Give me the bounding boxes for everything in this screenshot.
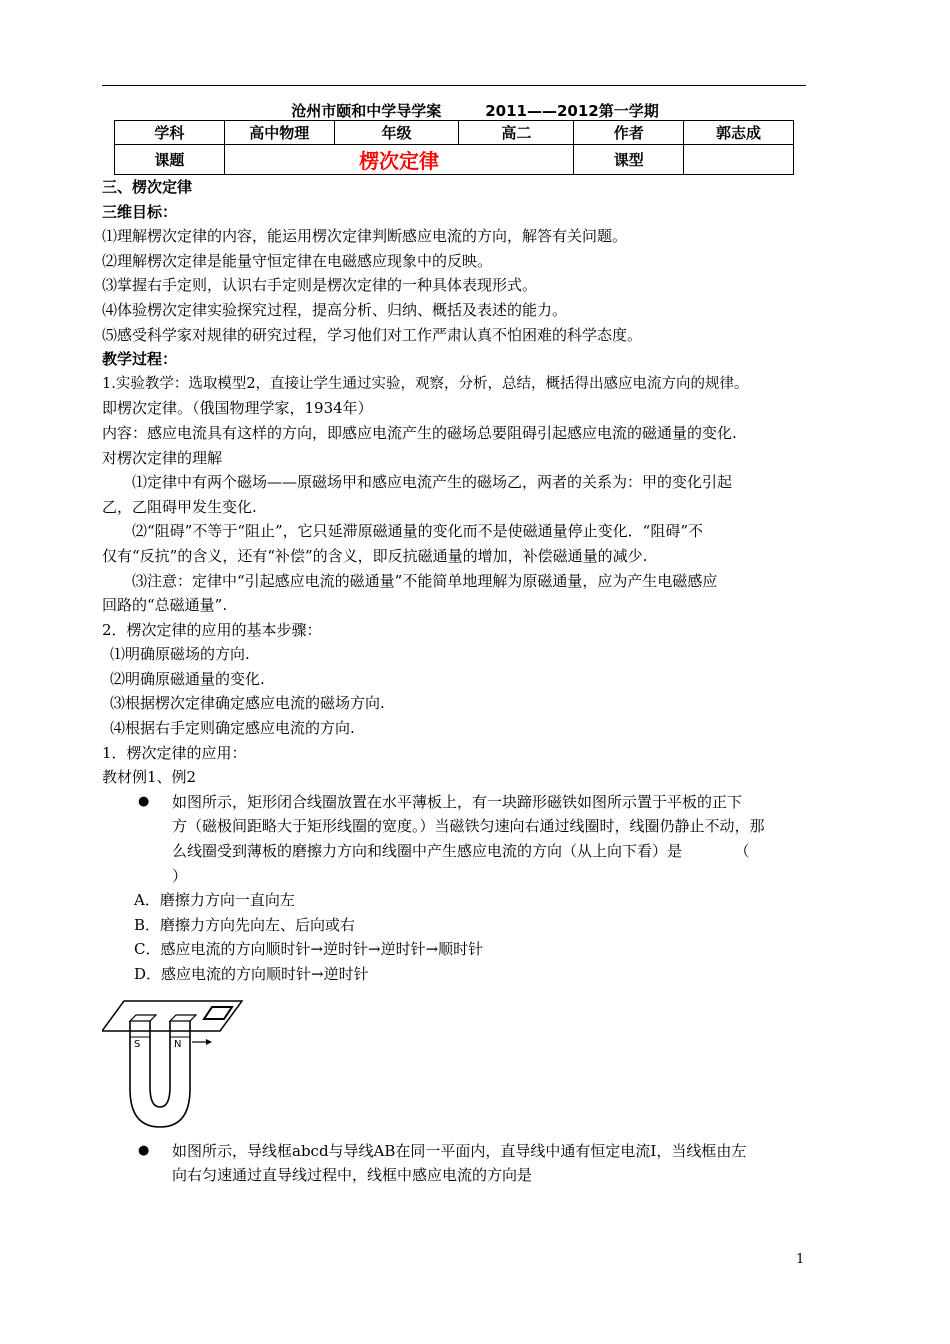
question-1	[102, 790, 810, 888]
examples-label: 教材例1、例2	[102, 768, 197, 787]
option-d: D．感应电流的方向顺时针→逆时针	[134, 965, 369, 983]
application-title: 1．楞次定律的应用：	[102, 743, 247, 762]
topic-value: 楞次定律	[224, 145, 573, 175]
grade-value: 高二	[459, 121, 574, 145]
question-2-line: 如图所示，导线框abcd与导线AB在同一平面内，直导线中通有恒定电流I，当线框由左	[172, 1141, 747, 1160]
bullet-icon: ●	[138, 793, 150, 809]
term-label: 2011——2012第一学期	[485, 102, 659, 120]
goal-item: ⑷体验楞次定律实验探究过程，提高分析、归纳、概括及表述的能力。	[102, 300, 568, 319]
option-b: B．磨擦力方向先向左、后向或右	[134, 915, 356, 934]
question-2-line: 向右匀速通过直导线过程中，线框中感应电流的方向是	[172, 1166, 533, 1185]
goals-title: 三维目标：	[102, 202, 178, 221]
author-label: 作者	[574, 121, 684, 145]
info-table	[114, 120, 794, 175]
magnet-inner	[150, 1021, 170, 1107]
school-name: 沧州市颐和中学导学案	[291, 102, 442, 120]
info-row-2	[115, 145, 794, 175]
option-c: C．感应电流的方向顺时针→逆时针→逆时针→顺时针	[134, 940, 484, 959]
author-value: 郭志成	[684, 121, 794, 145]
header-title	[0, 100, 950, 121]
step-item: ⑷根据右手定则确定感应电流的方向.	[110, 719, 355, 738]
thin-plate	[102, 1001, 242, 1031]
south-pole-label: S	[134, 1038, 141, 1050]
understanding-2-cont: 仅有“反抗”的含义，还有“补偿”的含义，即反抗磁通量的增加，补偿磁通量的减少.	[102, 546, 648, 565]
bullet-icon: ●	[138, 1142, 150, 1158]
horseshoe-magnet-diagram	[102, 999, 252, 1129]
content-definition: 内容：感应电流具有这样的方向，即感应电流产生的磁场总要阻碍引起感应电流的磁通量的变化.	[102, 423, 737, 442]
paragraph-line: 即楞次定律。（俄国物理学家，1934年）	[102, 399, 373, 418]
step-item: ⑵明确原磁通量的变化.	[110, 669, 265, 688]
question-2	[102, 1139, 810, 1188]
subject-value: 高中物理	[224, 121, 334, 145]
magnet-figure	[102, 999, 810, 1129]
understanding-title: 对楞次定律的理解	[102, 448, 223, 467]
arrow-head-icon	[206, 1039, 212, 1045]
understanding-3-cont: 回路的“总磁通量”.	[102, 596, 228, 615]
north-pole-label: N	[174, 1038, 182, 1050]
goal-item: ⑵理解楞次定律是能量守恒定律在电磁感应现象中的反映。	[102, 251, 493, 270]
question-1-line: 如图所示，矩形闭合线圈放置在水平薄板上，有一块蹄形磁铁如图所示置于平板的正下	[172, 792, 743, 811]
paragraph-line: 1.实验教学：选取模型2，直接让学生通过实验，观察，分析，总结，概括得出感应电流方向的规律。	[102, 375, 749, 392]
subject-label: 学科	[115, 121, 225, 145]
content-body	[102, 175, 810, 1188]
option-a: A．磨擦力方向一直向左	[134, 891, 295, 910]
section-title: 三、楞次定律	[102, 178, 193, 196]
topic-label: 课题	[115, 145, 225, 175]
coil-rectangle	[204, 1007, 232, 1019]
understanding-3: ⑶注意：定律中“引起感应电流的磁通量”不能简单地理解为原磁通量，应为产生电磁感应	[132, 571, 718, 590]
goal-item: ⑸感受科学家对规律的研究过程，学习他们对工作严肃认真不怕困难的科学态度。	[102, 325, 643, 344]
question-1-line: 么线圈受到薄板的磨擦力方向和线圈中产生感应电流的方向（从上向下看）是 （	[172, 842, 750, 861]
process-title: 教学过程：	[102, 350, 178, 369]
understanding-1-cont: 乙，乙阻碍甲发生变化.	[102, 497, 257, 516]
type-label: 课型	[574, 145, 684, 175]
page-number: 1	[796, 1252, 805, 1267]
header-rule	[102, 85, 806, 86]
goal-item: ⑶掌握右手定则，认识右手定则是楞次定律的一种具体表现形式。	[102, 276, 538, 295]
steps-title: 2．楞次定律的应用的基本步骤：	[102, 620, 322, 639]
question-1-line: 方（磁极间距略大于矩形线圈的宽度。）当磁铁匀速向右通过线圈时，线圈仍静止不动，那	[172, 817, 765, 836]
understanding-1: ⑴定律中有两个磁场——原磁场甲和感应电流产生的磁场乙，两者的关系为：甲的变化引起	[132, 473, 733, 492]
grade-label: 年级	[334, 121, 459, 145]
understanding-2: ⑵“阻碍”不等于“阻止”，它只延滞原磁通量的变化而不是使磁通量停止变化．“阻碍”不	[132, 522, 704, 541]
step-item: ⑴明确原磁场的方向.	[110, 645, 250, 664]
step-item: ⑶根据楞次定律确定感应电流的磁场方向.	[110, 694, 385, 713]
type-value	[684, 145, 794, 175]
info-row-1	[115, 121, 794, 145]
goal-item: ⑴理解楞次定律的内容，能运用楞次定律判断感应电流的方向，解答有关问题。	[102, 227, 628, 246]
pole-cap-s	[130, 1015, 156, 1021]
question-1-line: ）	[172, 866, 188, 885]
pole-cap-n	[170, 1015, 196, 1021]
